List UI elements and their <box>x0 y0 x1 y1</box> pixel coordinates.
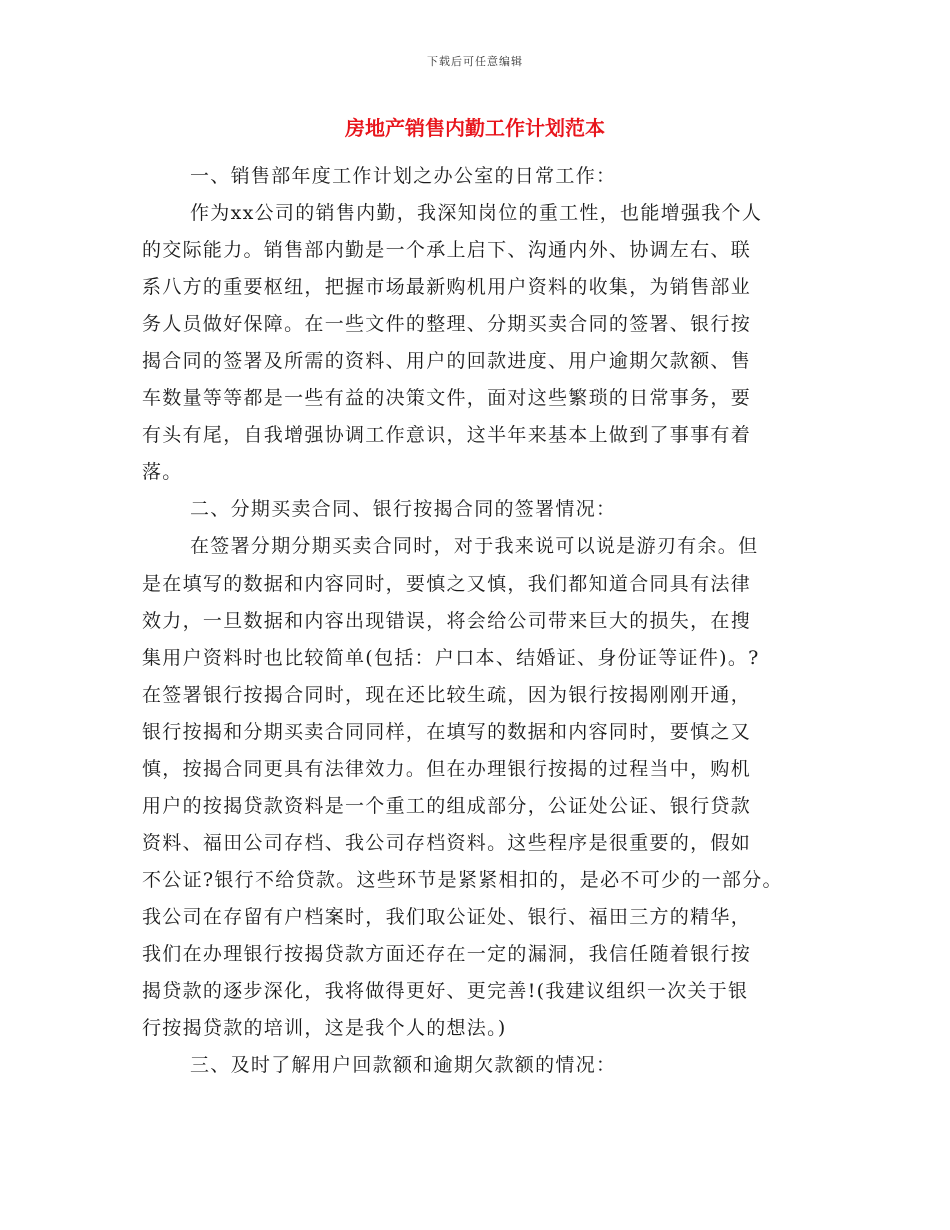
text-line: 我们在办理银行按揭贷款方面还存在一定的漏洞，我信任随着银行按 <box>142 942 752 965</box>
text-line: 不公证?银行不给贷款。这些环节是紧紧相扣的，是必不可少的一部分。 <box>142 868 783 891</box>
page-header: 下载后可任意编辑 <box>427 55 523 68</box>
text-line: 有头有尾，自我增强协调工作意识，这半年来基本上做到了事事有着 <box>142 424 752 447</box>
text-line: 的交际能力。销售部内勤是一个承上启下、沟通内外、协调左右、联 <box>142 239 752 262</box>
text-line: 落。 <box>142 461 183 484</box>
text-line: 用户的按揭贷款资料是一个重工的组成部分，公证处公证、银行贷款 <box>142 794 752 817</box>
text-line: 是在填写的数据和内容同时，要慎之又慎，我们都知道合同具有法律 <box>142 572 752 595</box>
document-body <box>142 158 822 1084</box>
text-line: 务人员做好保障。在一些文件的整理、分期买卖合同的签署、银行按 <box>142 313 752 336</box>
text-line: 系八方的重要枢纽，把握市场最新购机用户资料的收集，为销售部业 <box>142 276 752 299</box>
text-line: 集用户资料时也比较简单(包括：户口本、结婚证、身份证等证件)。? <box>142 646 760 669</box>
text-line: 行按揭贷款的培训，这是我个人的想法。) <box>142 1017 507 1040</box>
text-line: 资料、福田公司存档、我公司存档资料。这些程序是很重要的，假如 <box>142 831 752 854</box>
text-line: 在签署分期分期买卖合同时，对于我来说可以说是游刃有余。但 <box>190 535 759 558</box>
text-line: 我公司在存留有户档案时，我们取公证处、银行、福田三方的精华， <box>142 905 752 928</box>
text-line: 车数量等等都是一些有益的决策文件，面对这些繁琐的日常事务，要 <box>142 387 752 410</box>
text-line: 揭贷款的逐步深化，我将做得更好、更完善!(我建议组织一次关于银 <box>142 980 749 1003</box>
text-line: 二、分期买卖合同、银行按揭合同的签署情况： <box>190 498 617 521</box>
text-line: 效力，一旦数据和内容出现错误，将会给公司带来巨大的损失，在搜 <box>142 609 752 632</box>
text-line: 三、及时了解用户回款额和逾期欠款额的情况： <box>190 1054 617 1077</box>
text-line: 银行按揭和分期买卖合同同样，在填写的数据和内容同时，要慎之又 <box>142 720 752 743</box>
text-line: 揭合同的签署及所需的资料、用户的回款进度、用户逾期欠款额、售 <box>142 350 752 373</box>
text-line: 在签署银行按揭合同时，现在还比较生疏，因为银行按揭刚刚开通， <box>142 683 752 706</box>
text-line: 作为xx公司的销售内勤，我深知岗位的重工性，也能增强我个人 <box>190 202 763 225</box>
text-line: 一、销售部年度工作计划之办公室的日常工作： <box>190 165 617 187</box>
document-title: 房地产销售内勤工作计划范本 <box>345 116 605 140</box>
text-line: 慎，按揭合同更具有法律效力。但在办理银行按揭的过程当中，购机 <box>142 757 752 780</box>
